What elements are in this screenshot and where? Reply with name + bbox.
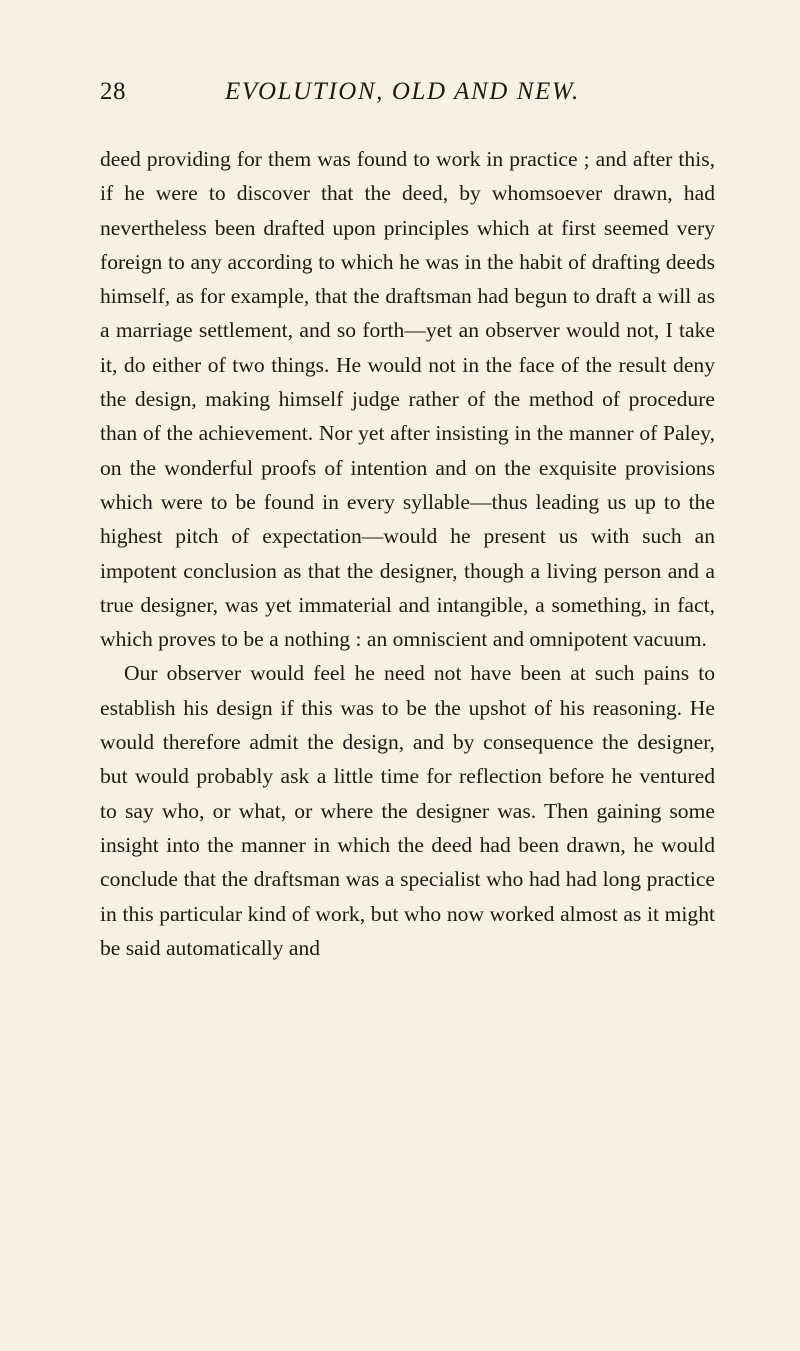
body-text bbox=[100, 142, 715, 965]
paragraph: Our observer would feel he need not have been at such pains to establish his design if this was to be the upshot of his reasoning. He would therefore admit the design, and by consequence the designer, but would probably ask a little time for reflection before he ventured to say who, or what, or where the designer was. Then gaining some insight into the manner in which the deed had been drawn, he would conclude that the draftsman was a specialist who had had long practice in this particular kind of work, but who now worked almost as it might be said automatically and bbox=[100, 661, 715, 960]
page-number: 28 bbox=[100, 78, 126, 105]
paragraph: deed providing for them was found to work in practice ; and after this, if he were to discover that the deed, by whomsoever drawn, had nevertheless been drafted upon principles which at first seemed very foreign to any according to which he was in the habit of drafting deeds himself, as for example, that the draftsman had begun to draft a will as a marriage settlement, and so forth—yet an observer would not, I take it, do either of two things. He would not in the face of the result deny the design, making himself judge rather of the method of procedure than of the achievement. Nor yet after insisting in the manner of Paley, on the wonderful proofs of intention and on the exquisite provisions which were to be found in every syllable—thus leading us up to the highest pitch of expectation—would he present us with such an impotent conclusion as that the designer, though a living person and a true designer, was yet immaterial and intangible, a something, in fact, which proves to be a nothing : an omniscient and omnipotent vacuum. bbox=[100, 147, 715, 652]
running-header bbox=[100, 78, 720, 112]
running-title: EVOLUTION, OLD AND NEW. bbox=[225, 78, 580, 105]
